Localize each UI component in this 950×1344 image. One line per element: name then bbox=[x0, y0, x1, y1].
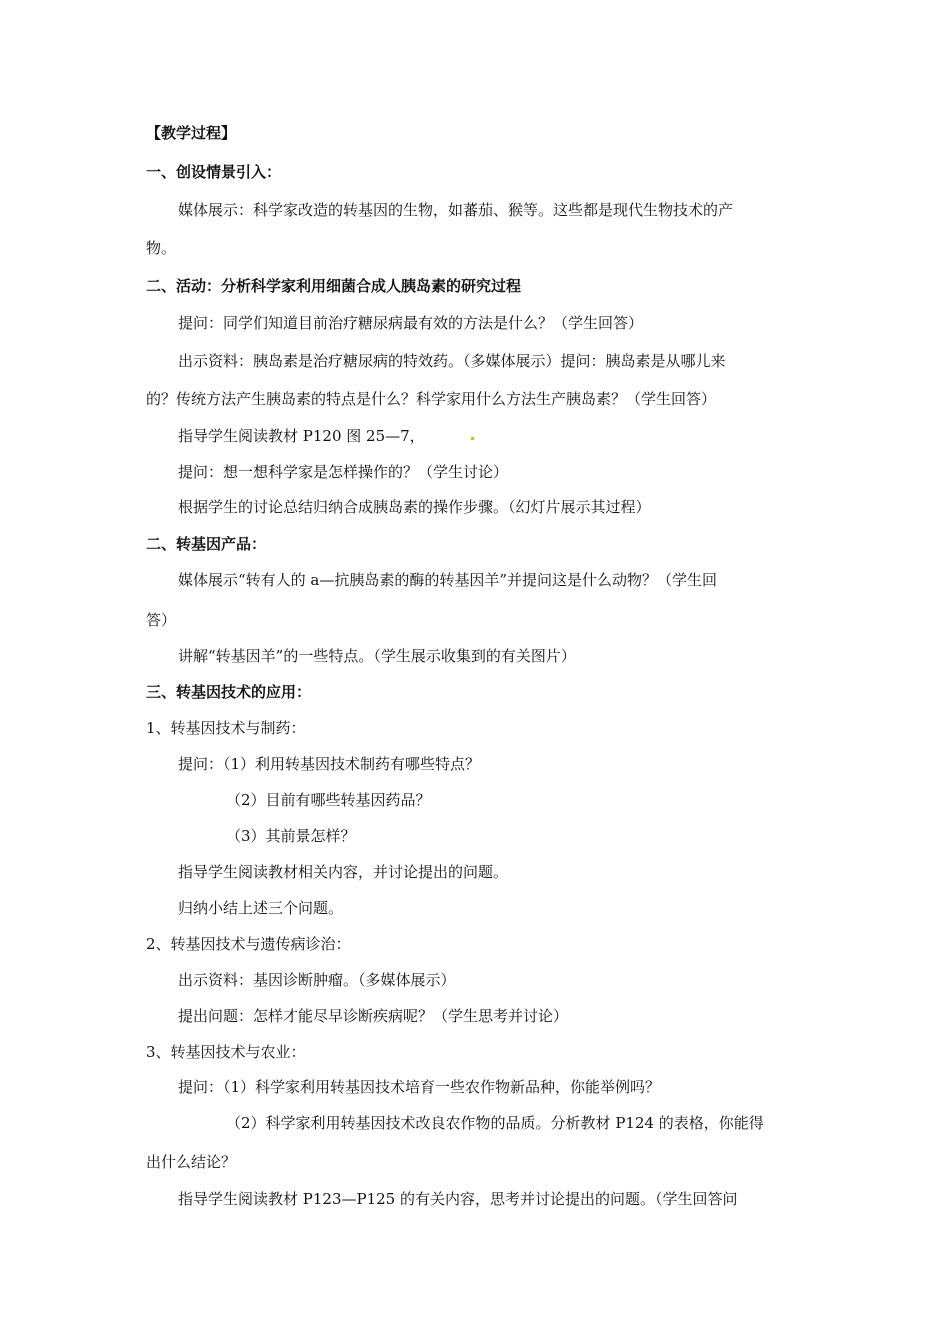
question-line: （3）其前景怎样？ bbox=[226, 827, 356, 845]
subheading-3: 3、转基因技术与农业： bbox=[146, 1043, 306, 1061]
heading-4: 三、转基因技术的应用： bbox=[146, 683, 312, 701]
paragraph-line: 提问：同学们知道目前治疗糖尿病最有效的方法是什么？（学生回答） bbox=[178, 314, 644, 332]
paragraph-line: 媒体展示“转有人的 a—抗胰岛素的酶的转基因羊”并提问这是什么动物？（学生回 bbox=[178, 571, 718, 589]
stray-mark bbox=[471, 437, 474, 440]
subheading-2: 2、转基因技术与遗传病诊治： bbox=[146, 935, 351, 953]
question-line: 提问：（1）科学家利用转基因技术培育一些农作物新品种，你能举例吗？ bbox=[178, 1078, 661, 1096]
paragraph-line: 讲解“转基因羊”的一些特点。（学生展示收集到的有关图片） bbox=[178, 647, 576, 665]
paragraph-line: 媒体展示：科学家改造的转基因的生物，如蕃茄、猴等。这些都是现代生物技术的产 bbox=[178, 201, 734, 219]
paragraph-line: 指导学生阅读教材 P123—P125 的有关内容，思考并讨论提出的问题。（学生回答问 bbox=[178, 1190, 738, 1208]
heading-2: 二、活动：分析科学家利用细菌合成人胰岛素的研究过程 bbox=[146, 277, 522, 295]
question-line: 提问：（1）利用转基因技术制药有哪些特点？ bbox=[178, 755, 481, 773]
question-line: （2）目前有哪些转基因药品？ bbox=[226, 791, 431, 809]
paragraph-line: 物。 bbox=[146, 239, 177, 257]
paragraph-line: 出示资料：胰岛素是治疗糖尿病的特效药。（多媒体展示）提问：胰岛素是从哪儿来 bbox=[178, 352, 726, 370]
subheading-1: 1、转基因技术与制药： bbox=[146, 719, 306, 737]
paragraph-line: 答） bbox=[146, 611, 177, 629]
paragraph-line: 指导学生阅读教材 P120 图 25—7， bbox=[178, 427, 425, 445]
paragraph-line: 的？传统方法产生胰岛素的特点是什么？科学家用什么方法生产胰岛素？（学生回答） bbox=[146, 390, 717, 408]
paragraph-line: 根据学生的讨论总结归纳合成胰岛素的操作步骤。（幻灯片展示其过程） bbox=[178, 498, 651, 516]
paragraph-line: 提问：想一想科学家是怎样操作的？（学生讨论） bbox=[178, 463, 509, 481]
section-title: 【教学过程】 bbox=[146, 124, 237, 142]
question-line: （2）科学家利用转基因技术改良农作物的品质。分析教材 P124 的表格，你能得 bbox=[226, 1114, 764, 1132]
paragraph-line: 指导学生阅读教材相关内容，并讨论提出的问题。 bbox=[178, 863, 509, 881]
paragraph-line: 归纳小结上述三个问题。 bbox=[178, 899, 344, 917]
heading-1: 一、创设情景引入： bbox=[146, 163, 282, 181]
paragraph-line: 出什么结论？ bbox=[146, 1153, 237, 1171]
heading-3: 二、转基因产品： bbox=[146, 535, 267, 553]
paragraph-line: 出示资料：基因诊断肿瘤。（多媒体展示） bbox=[178, 971, 456, 989]
paragraph-line: 提出问题：怎样才能尽早诊断疾病呢？（学生思考并讨论） bbox=[178, 1007, 569, 1025]
